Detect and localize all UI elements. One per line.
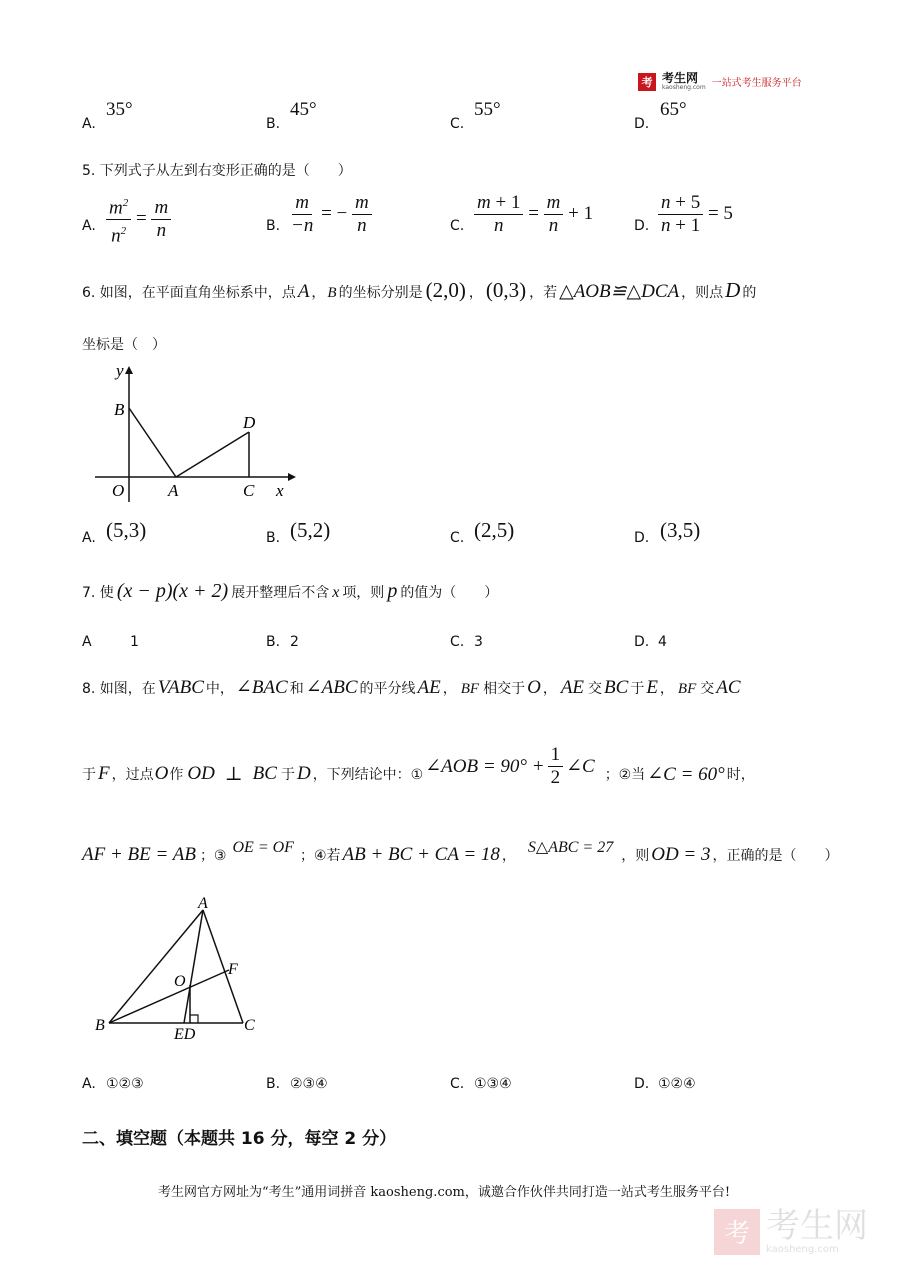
q7-option-a-value: 1: [130, 634, 139, 650]
logo-slogan: 一站式考生服务平台: [711, 78, 802, 89]
q7-option-d-value: 4: [658, 634, 667, 650]
q7-option-d-letter: D.: [634, 634, 650, 650]
q7-option-c-value: 3: [474, 634, 483, 650]
q8-option-c-letter: C.: [450, 1076, 465, 1092]
segment-ad: [176, 432, 249, 477]
q7-option-c-letter: C.: [450, 634, 465, 650]
logo-domain: kaosheng.com: [662, 84, 706, 91]
q7-stem: 7. 使 (x − p)(x + 2) 展开整理后不含 x 项，则 p 的值为（ ）: [82, 580, 499, 602]
label-x: x: [276, 481, 284, 500]
y-axis-arrow: [125, 366, 133, 374]
watermark-icon: 考: [714, 1209, 760, 1255]
q6-option-c-letter: C.: [450, 530, 465, 546]
label-o: O: [112, 481, 125, 500]
q5-option-b-letter: B.: [266, 218, 281, 234]
q6-stem-line2: 坐标是（ ）: [82, 337, 166, 353]
q4-option-d-letter: D.: [634, 116, 650, 132]
q4-option-a-letter: A.: [82, 116, 96, 132]
label-c: C: [243, 481, 255, 500]
watermark-text: 考生网: [766, 1206, 868, 1246]
q8-option-a-value: ①②③: [106, 1076, 144, 1092]
q8-option-b-value: ②③④: [290, 1076, 328, 1092]
label-b: B: [114, 400, 125, 419]
q6-option-d-letter: D.: [634, 530, 650, 546]
q5-option-a-formula: $\frac{m^2}{n^2}$ = $\frac{m}{n}$: [106, 192, 171, 248]
segment-ab: [109, 910, 203, 1023]
q4-option-a-value: 35°: [106, 99, 133, 120]
header-logo: [638, 72, 802, 91]
watermark-logo: [714, 1208, 868, 1255]
q6-option-a-value: (5,3): [106, 518, 147, 542]
segment-ba: [129, 408, 176, 477]
q8-option-d-letter: D.: [634, 1076, 650, 1092]
segment-ae: [184, 910, 203, 1023]
logo-icon: 考: [638, 73, 656, 91]
section-title: 二、填空题（本题共 16 分，每空 2 分）: [82, 1129, 397, 1149]
q5-option-a-letter: A.: [82, 218, 96, 234]
q8-triangle-figure: [90, 890, 270, 1050]
logo-name: 考生网: [662, 71, 699, 85]
q5-option-c-letter: C.: [450, 218, 465, 234]
label-o: O: [174, 973, 186, 990]
q5-option-d-formula: $\frac{n + 5}{n + 1}$ = 5: [658, 192, 733, 237]
x-axis-arrow: [288, 473, 296, 481]
q6-option-b-letter: B.: [266, 530, 281, 546]
q5-option-c-formula: $\frac{m + 1}{n}$ = $\frac{m}{n}$ + 1: [474, 192, 593, 237]
q8-option-a-letter: A.: [82, 1076, 96, 1092]
q8-stem-line2: 于 F ，过点 O 作 OD ⊥ BC 于 D ，下列结论中：① ∠AOB = 90° + $\frac{1}{2}$ ∠C ；②当 ∠C = 60° 时，: [82, 743, 755, 788]
q8-stem-line3: AF + BE = AB ；③ OE = OF ；④若 AB + BC + CA = 18 ， S△ABC = 27 ，则 OD = 3 ，正确的是（ ）: [82, 839, 839, 865]
q7-option-b-letter: B.: [266, 634, 281, 650]
label-y: y: [116, 362, 124, 380]
q6-option-b-value: (5,2): [290, 518, 331, 542]
segment-bf: [109, 970, 229, 1023]
q6-option-d-value: (3,5): [660, 518, 701, 542]
q8-option-b-letter: B.: [266, 1076, 281, 1092]
label-a: A: [198, 895, 208, 912]
q6-option-c-value: (2,5): [474, 518, 515, 542]
label-f: F: [228, 961, 238, 978]
q6-option-a-letter: A.: [82, 530, 96, 546]
q7-option-a-letter: A: [82, 634, 92, 650]
label-c: C: [244, 1017, 255, 1034]
q6-coordinate-figure: [90, 362, 300, 507]
label-a: A: [168, 481, 179, 500]
q5-stem: 5. 下列式子从左到右变形正确的是（ ）: [82, 163, 352, 179]
watermark-sub: kaosheng.com: [766, 1244, 839, 1255]
right-angle-mark: [190, 1015, 198, 1023]
q5-option-d-letter: D.: [634, 218, 650, 234]
label-ed: ED: [174, 1026, 196, 1043]
q7-option-b-value: 2: [290, 634, 299, 650]
q8-option-c-value: ①③④: [474, 1076, 512, 1092]
q8-conclusion1-fraction: $\frac{1}{2}$: [548, 744, 564, 789]
q4-option-b-value: 45°: [290, 99, 317, 120]
q8-stem-line1: 8. 如图，在 VABC 中， ∠BAC 和 ∠ABC 的平分线 AE ， BF 相交于 O ， AE 交 BC 于 E ， BF 交 AC: [82, 677, 741, 698]
q4-option-c-letter: C.: [450, 116, 465, 132]
footer-text: 考生网官方网址为“考生”通用词拼音 kaosheng.com，诚邀合作伙伴共同打造一站式考生服务平台!: [158, 1185, 731, 1200]
q4-option-d-value: 65°: [660, 99, 687, 120]
q4-option-c-value: 55°: [474, 99, 501, 120]
q4-option-b-letter: B.: [266, 116, 281, 132]
q8-option-d-value: ①②④: [658, 1076, 696, 1092]
q5-option-b-formula: $\frac{m}{-n}$ = − $\frac{m}{n}$: [288, 192, 372, 237]
label-d: D: [243, 413, 256, 432]
label-b: B: [95, 1017, 105, 1034]
q6-stem: 6. 如图，在平面直角坐标系中，点 A ， B 的坐标分别是 (2,0) ， (0,3) ，若 △AOB≌△DCA ，则点 D 的: [82, 278, 757, 302]
